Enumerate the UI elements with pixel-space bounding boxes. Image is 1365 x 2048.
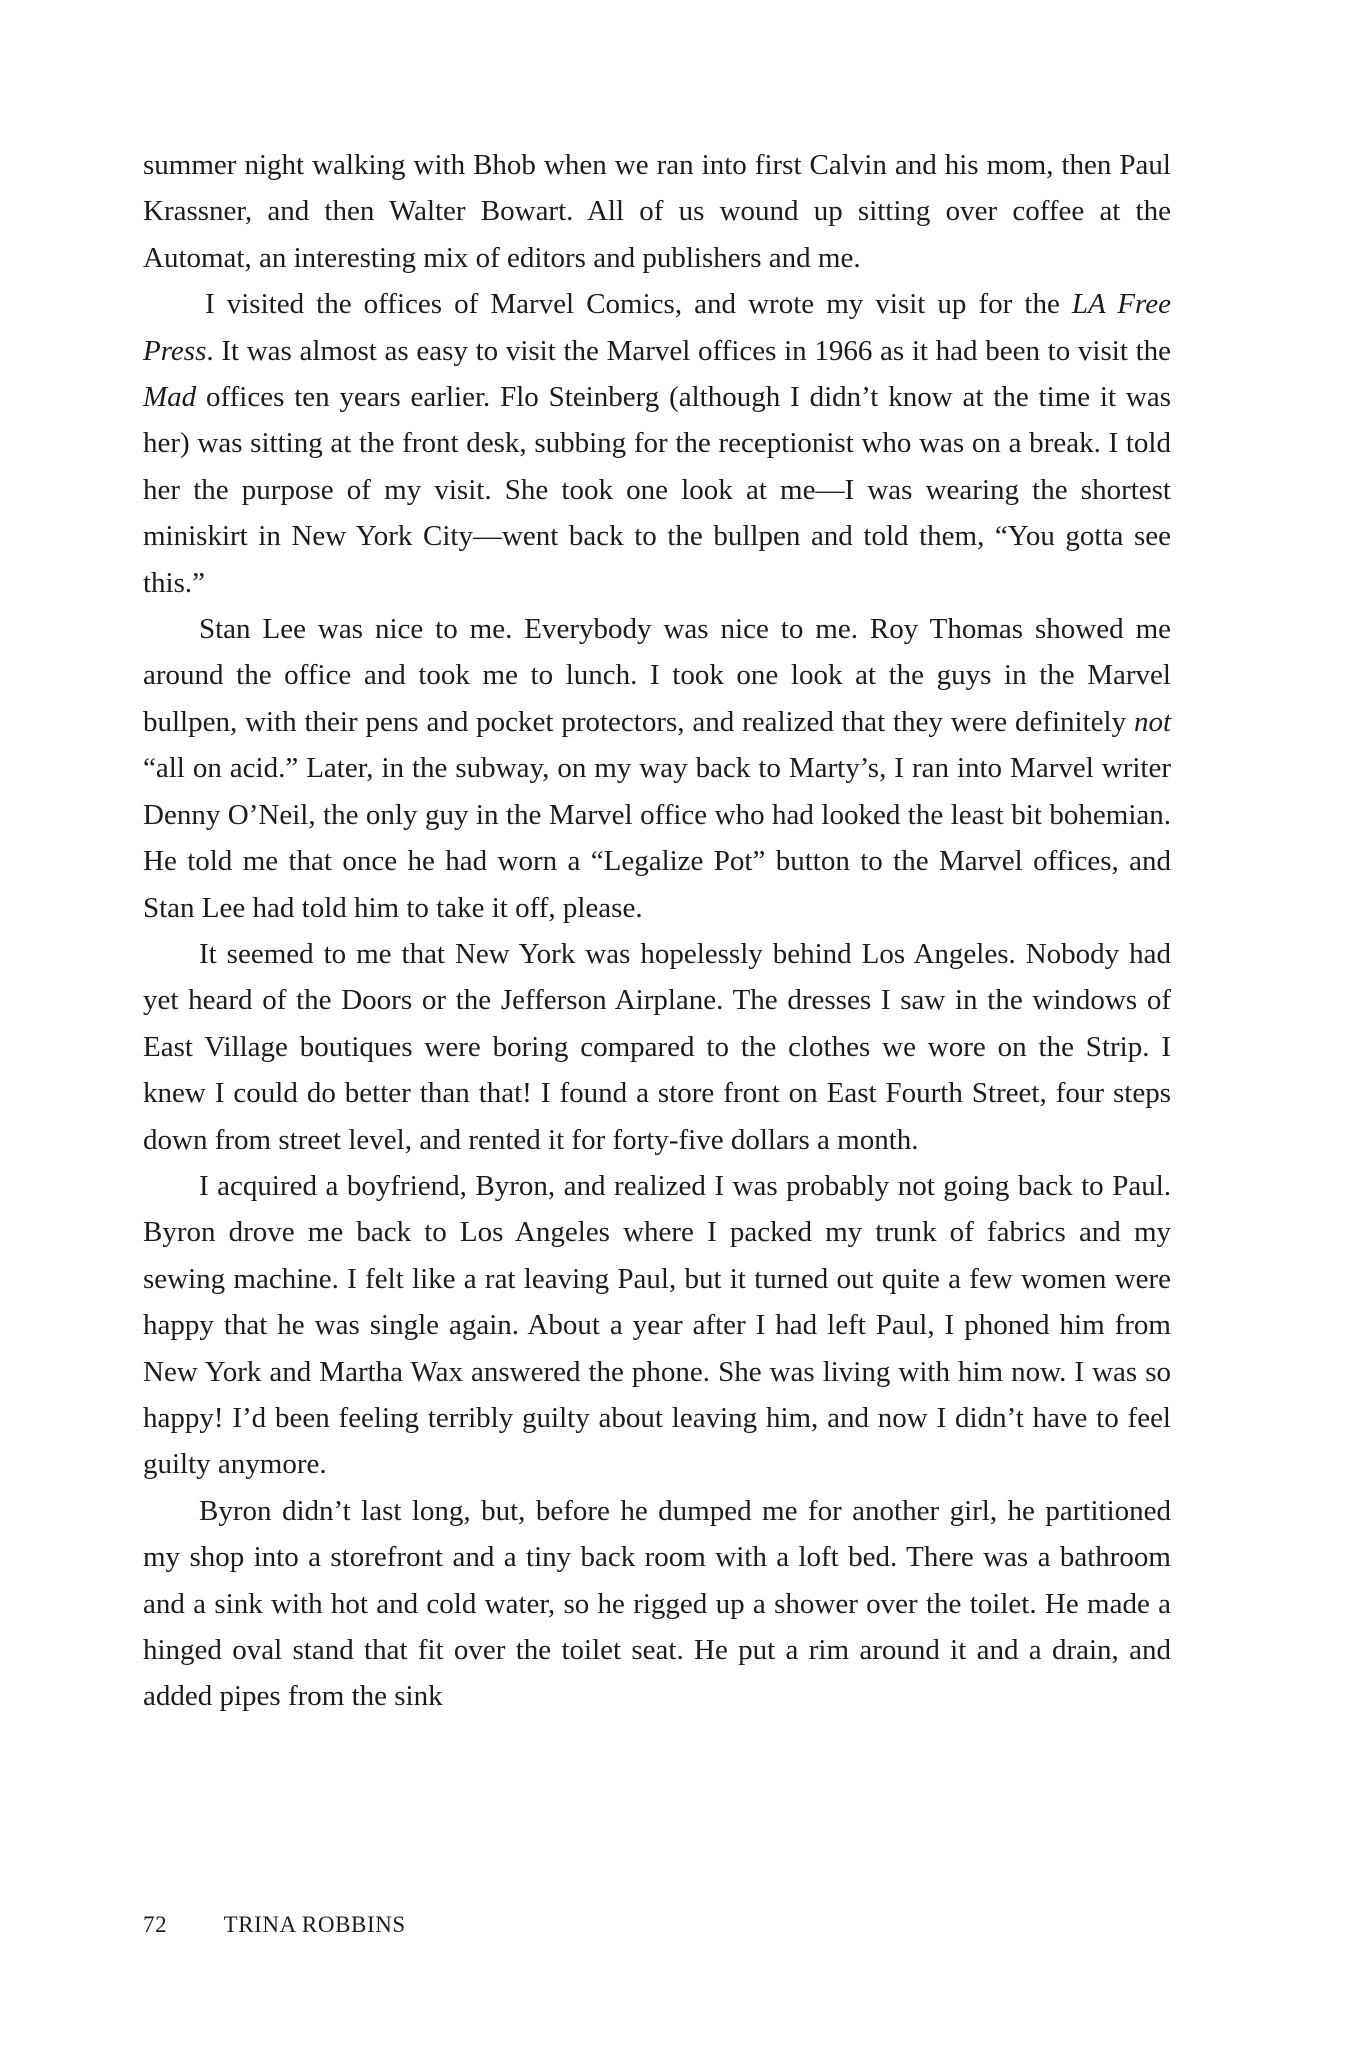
text-run: I visited the offices of Marvel Comics, and wrote my visit up for the: [205, 288, 1072, 321]
body-text: [143, 142, 1171, 1720]
text-run: Byron didn’t last long, but, before he dumped me for another girl, he partitioned my shop into a storefront and a tiny back room with a loft bed. There was a bathroom and a sink with hot and cold water, so he rigged up a shower over the toilet. He made a hinged oval stand that fit over the toilet seat. He put a rim around it and a drain, and added pipes from the sink: [143, 1494, 1171, 1713]
page-number: 72: [143, 1912, 168, 1937]
page-footer: [143, 1912, 406, 1938]
text-run: I acquired a boyfriend, Byron, and realized I was probably not going back to Paul. Byron drove me back to Los Angeles where I packed my trunk of fabrics and my sewing machine. I felt like a rat leaving Paul, but it turned out quite a few women were happy that he was single again. About a year after I had left Paul, I phoned him from New York and Martha Wax answered the phone. She was living with him now. I was so happy! I’d been feeling terribly guilty about leaving him, and now I didn’t have to feel guilty anymore.: [143, 1169, 1171, 1481]
paragraph-2: [143, 281, 1171, 606]
running-head-author: TRINA ROBBINS: [223, 1912, 406, 1937]
paragraph-6: [143, 1488, 1171, 1720]
paragraph-5: [143, 1163, 1171, 1488]
paragraph-4: [143, 931, 1171, 1163]
text-run: It seemed to me that New York was hopelessly behind Los Angeles. Nobody had yet heard of the Doors or the Jefferson Airplane. The dresses I saw in the windows of East Village boutiques were boring compared to the clothes we wore on the Strip. I knew I could do better than that! I found a store front on East Fourth Street, four steps down from street level, and rented it for forty-five dollars a month.: [143, 937, 1171, 1156]
text-run: summer night walking with Bhob when we ran into first Calvin and his mom, then Paul Krassner, and then Walter Bowart. All of us wound up sitting over coffee at the Automat, an interesting mix of editors and publishers and me.: [143, 149, 1171, 274]
paragraph-3: [143, 606, 1171, 931]
italic-text: LA Free Press: [143, 288, 1171, 367]
italic-text: Mad: [143, 381, 197, 414]
italic-text: not: [1133, 705, 1171, 738]
text-run: Stan Lee was nice to me. Everybody was nice to me. Roy Thomas showed me around the office and took me to lunch. I took one look at the guys in the Marvel bullpen, with their pens and pocket protectors, and realized that they were definitely: [143, 613, 1171, 738]
text-run: . It was almost as easy to visit the Marvel offices in 1966 as it had been to visit the: [206, 334, 1171, 367]
paragraph-1: [143, 142, 1171, 281]
text-run: “all on acid.” Later, in the subway, on my way back to Marty’s, I ran into Marvel writer Denny O’Neil, the only guy in the Marvel office who had looked the least bit bohemian. He told me that once he had worn a “Legalize Pot” button to the Marvel offices, and Stan Lee had told him to take it off, please.: [143, 752, 1171, 924]
text-run: offices ten years earlier. Flo Steinberg (although I didn’t know at the time it was her) was sitting at the front desk, subbing for the receptionist who was on a break. I told her the purpose of my visit. She took one look at me—I was wearing the shortest miniskirt in New York City—went back to the bullpen and told them, “You gotta see this.”: [143, 381, 1171, 599]
